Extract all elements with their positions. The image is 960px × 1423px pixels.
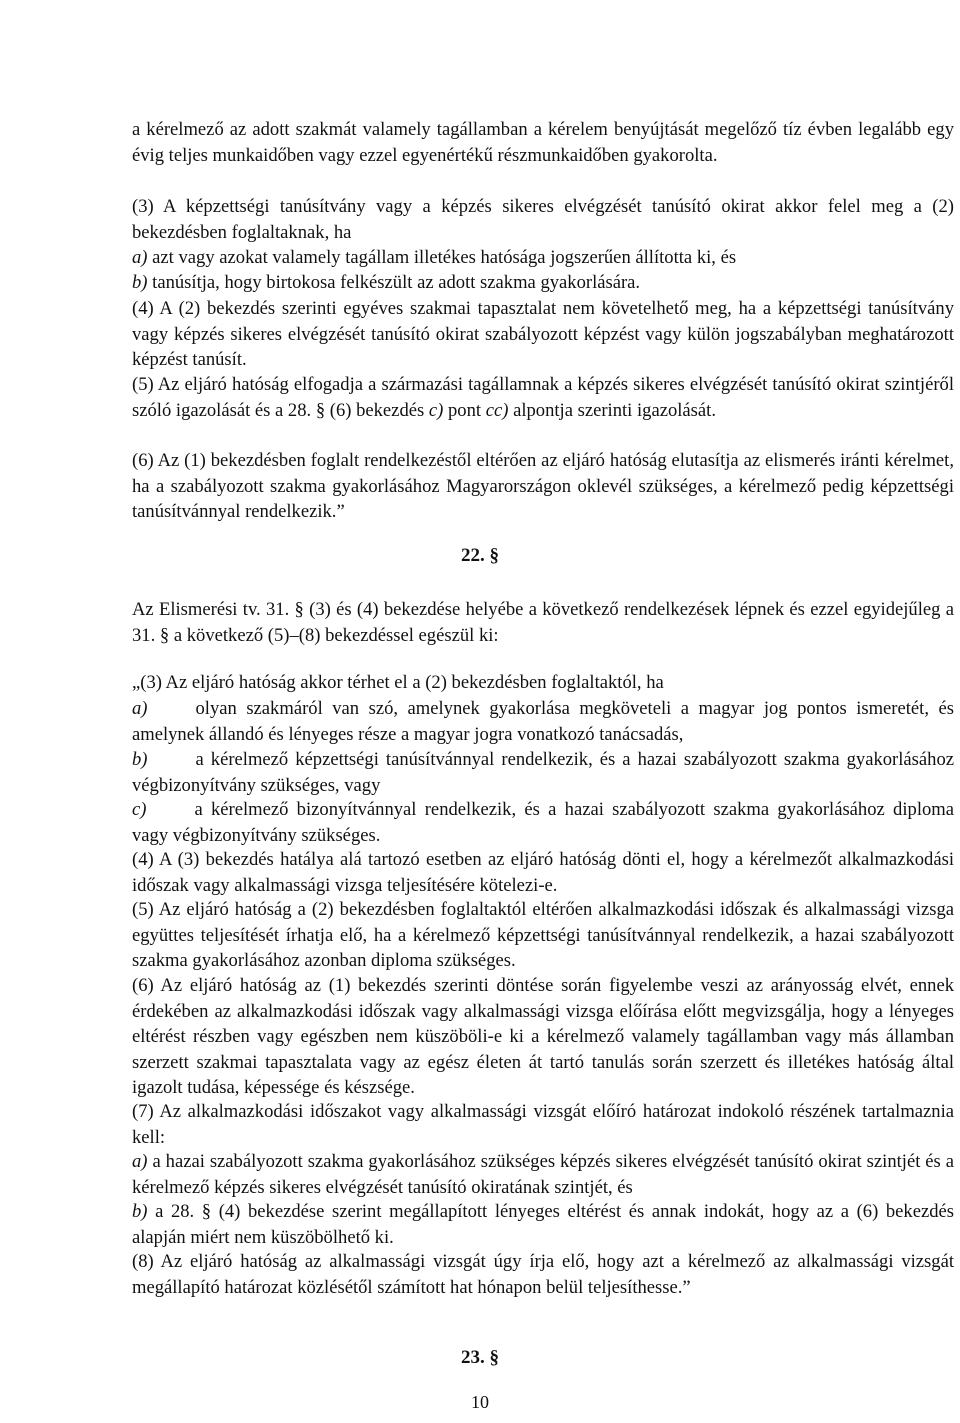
paragraph-6: (6) Az (1) bekezdésben foglalt rendelkezéstől eltérően az eljáró hatóság elutasítja az elismerés iránti kérelmet, ha a szabályozott szakma gyakorlásához Magyarországon oklevél szükséges, a kérelmező pedig képzettségi tanúsítvánnyal rendelkezik.”	[132, 450, 954, 523]
section-heading-22: 22. §	[461, 545, 499, 566]
list-marker: a)	[132, 247, 148, 268]
section-heading-23: 23. §	[461, 1347, 499, 1368]
paragraph-4: (4) A (2) bekezdés szerinti egyéves szakmai tapasztalat nem követelhető meg, ha a képzettségi tanúsítvány vagy képzés sikeres elvégzését tanúsító okirat szabályozott képzést vagy külön jogszabályban meghatározott képzést tanúsít.	[132, 298, 954, 371]
new-paragraph-7-point-b: b) a 28. § (4) bekezdése szerint megállapított lényeges eltérést és annak indokát, hogy az a (6) bekezdés alapján miért nem küszöbölhető ki.	[132, 1201, 954, 1248]
paragraph-3-point-b: b) tanúsítja, hogy birtokosa felkészült az adott szakma gyakorlására.	[132, 272, 641, 293]
new-paragraph-5: (5) Az eljáró hatóság a (2) bekezdésben foglaltaktól eltérően alkalmazkodási időszak és alkalmassági vizsga együttes teljesítését írhatja elő, ha a kérelmező képzettségi tanúsítvánnyal rendelkezik, a hazai szabályozott szakma gyakorlásához azonban diploma szükséges.	[132, 899, 954, 972]
list-marker: b)	[132, 272, 148, 293]
new-paragraph-3-lead: „(3) Az eljáró hatóság akkor térhet el a (2) bekezdésben foglaltaktól, ha	[132, 672, 664, 693]
new-paragraph-3-point-a: a) olyan szakmáról van szó, amelynek gyakorlása megköveteli a magyar jog pontos ismeretét, és amelynek állandó és lényeges része a magyar jogra vonatkozó tanácsadás,	[132, 698, 954, 745]
list-marker: a)	[132, 698, 148, 719]
new-paragraph-7-lead: (7) Az alkalmazkodási időszakot vagy alkalmassági vizsgát előíró határozat indokoló részének tartalmaznia kell:	[132, 1101, 954, 1148]
continuation-paragraph: a kérelmező az adott szakmát valamely tagállamban a kérelem benyújtását megelőző tíz évben legalább egy évig teljes munkaidőben vagy ezzel egyenértékű részmunkaidőben gyakorolta.	[132, 119, 954, 166]
section-22-intro: Az Elismerési tv. 31. § (3) és (4) bekezdése helyébe a következő rendelkezések lépnek és ezzel egyidejűleg a 31. § a következő (5)–(8) bekezdéssel egészül ki:	[132, 599, 954, 646]
new-paragraph-4: (4) A (3) bekezdés hatálya alá tartozó esetben az eljáró hatóság dönti el, hogy a kérelmezőt alkalmazkodási időszak vagy alkalmassági vizsga teljesítésére kötelezi-e.	[132, 849, 954, 896]
new-paragraph-7-point-a: a) a hazai szabályozott szakma gyakorlásához szükséges képzés sikeres elvégzését tanúsító okirat szintjét és a kérelmező képzés sikeres elvégzését tanúsító okiratának szintjét, és	[132, 1151, 954, 1198]
page-number: 10	[471, 1392, 489, 1412]
paragraph-5: (5) Az eljáró hatóság elfogadja a származási tagállamnak a képzés sikeres elvégzését tanúsító okirat szintjéről szóló igazolását és a 28. § (6) bekezdés c) pont cc) alpontja szerinti igazolását.	[132, 374, 954, 421]
paragraph-3-point-a: a) azt vagy azokat valamely tagállam illetékes hatósága jogszerűen állította ki, és	[132, 247, 737, 268]
list-marker: b)	[132, 1201, 148, 1222]
new-paragraph-3-point-c: c) a kérelmező bizonyítvánnyal rendelkezik, és a hazai szabályozott szakma gyakorlásához diploma vagy végbizonyítvány szükséges.	[132, 799, 954, 846]
list-marker: b)	[132, 749, 148, 770]
new-paragraph-8: (8) Az eljáró hatóság az alkalmassági vizsgát úgy írja elő, hogy azt a kérelmező az alkalmassági vizsgát megállapító határozat közlésétől számított hat hónapon belül teljesíthesse.”	[132, 1251, 954, 1298]
new-paragraph-3-point-b: b) a kérelmező képzettségi tanúsítvánnyal rendelkezik, és a hazai szabályozott szakma gyakorlásához végbizonyítvány szükséges, vagy	[132, 749, 954, 796]
list-marker: c)	[132, 799, 147, 820]
new-paragraph-6: (6) Az eljáró hatóság az (1) bekezdés szerinti döntése során figyelembe veszi az arányosság elvét, ennek érdekében az alkalmazkodási időszak vagy alkalmassági vizsga előírása előtt megvizsgálja, hogy a lényeges eltérést részben vagy egészben nem küszöböli-e ki a kérelmező valamely tagállamban vagy más államban szerzett szakmai tapasztalata vagy az egész életen át tartó tanulás során szerzett és illetékes hatóság által igazolt tudása, képessége és készsége.	[132, 975, 954, 1099]
list-marker: a)	[132, 1151, 148, 1172]
paragraph-3-lead: (3) A képzettségi tanúsítvány vagy a képzés sikeres elvégzését tanúsító okirat akkor felel meg a (2) bekezdésben foglaltaknak, ha	[132, 196, 954, 243]
